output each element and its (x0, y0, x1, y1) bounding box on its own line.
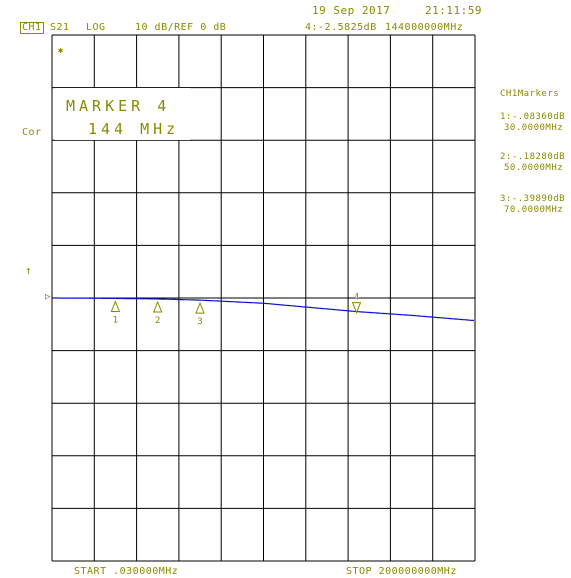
format-label: LOG (86, 22, 106, 33)
marker-4[interactable] (353, 293, 361, 313)
start-frequency: START .030000MHz (74, 566, 179, 577)
marker-3[interactable] (196, 303, 204, 327)
marker-3-value: 3:-.39890dB (500, 194, 566, 204)
stop-frequency: STOP 200000000MHz (346, 566, 457, 577)
marker-1-frequency: 30.0000MHz (504, 123, 564, 133)
reference-position-icon: ▷ (45, 292, 51, 302)
markers-panel-title: CH1Markers (500, 89, 560, 99)
time-label: 21:11:59 (425, 4, 482, 17)
marker-symbol (154, 302, 162, 312)
marker-3-frequency: 70.0000MHz (504, 205, 564, 215)
marker-2-frequency: 50.0000MHz (504, 163, 564, 173)
scale-label: 10 dB/REF 0 dB (135, 22, 227, 33)
marker-title: MARKER 4 (66, 97, 171, 115)
marker-label: 4 (353, 292, 360, 303)
measurement-label: S21 (50, 22, 70, 33)
marker-symbol (111, 301, 119, 311)
scale-arrow-icon: ↑ (25, 264, 33, 277)
marker-1-value: 1:-.08360dB (500, 112, 566, 122)
status-star-icon: ✱ (58, 46, 64, 56)
date-label: 19 Sep 2017 (312, 4, 391, 17)
marker-label: 2 (154, 315, 161, 326)
marker-symbol (196, 303, 204, 313)
active-marker-readout: 4:-2.5825dB (305, 22, 377, 33)
marker-2-value: 2:-.18280dB (500, 152, 566, 162)
marker-label: 3 (197, 317, 203, 328)
marker-frequency: 144 MHz (88, 120, 180, 138)
correction-indicator: Cor (22, 127, 42, 138)
marker-label: 1 (112, 315, 119, 326)
active-marker-frequency: 144000000MHz (385, 22, 464, 33)
channel-indicator[interactable]: CH1 (22, 22, 42, 33)
marker-2[interactable] (154, 302, 162, 326)
marker-1[interactable] (111, 301, 119, 325)
